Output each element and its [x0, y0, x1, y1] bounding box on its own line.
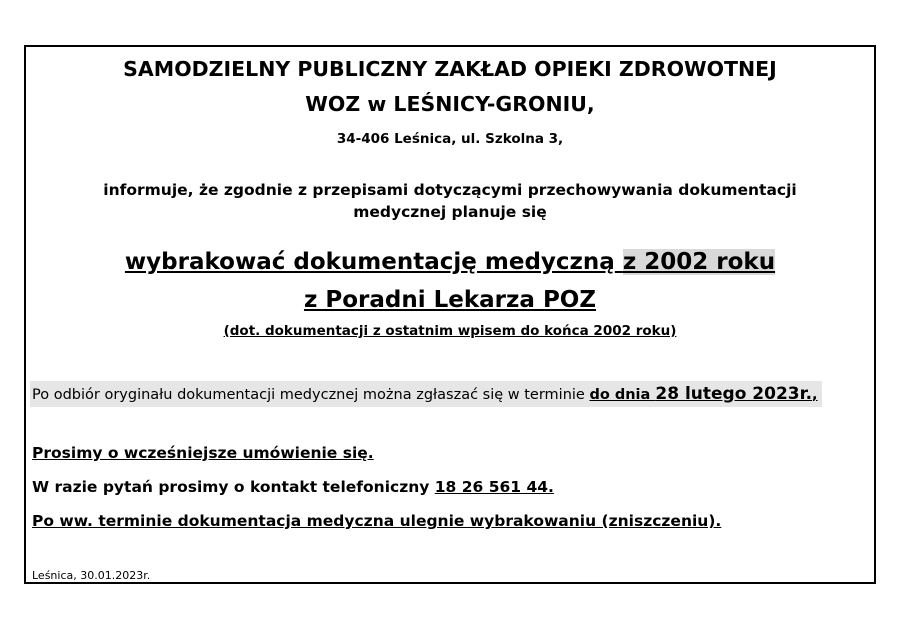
header-unit-name: [26, 92, 874, 116]
header-unit-text: WOZ w LEŚNICY-GRONIU: [305, 92, 587, 116]
intro-line-1: informuje, że zgodnie z przepisami dotyczącymi przechowywania dokumentacji: [103, 181, 797, 199]
pickup-deadline-prefix: do dnia: [589, 387, 656, 403]
pickup-deadline-suffix: ,: [812, 387, 818, 403]
headline-clinic: z Poradni Lekarza POZ: [303, 287, 597, 313]
header-address: 34-406 Leśnica, ul. Szkolna 3,: [336, 131, 564, 147]
headline-line-1: [26, 249, 874, 275]
header-unit-comma: ,: [586, 92, 595, 116]
headline-year-highlight: z 2002 roku: [622, 249, 776, 275]
pickup-text: Po odbiór oryginału dokumentacji medycznej można zgłaszać się w terminie: [32, 387, 590, 403]
disposal-notice: Po ww. terminie dokumentacja medyczna ulegnie wybrakowaniu (zniszczeniu).: [32, 512, 722, 530]
headline-line-2: [26, 287, 874, 313]
headline-note: [26, 323, 874, 339]
contact-notice: [32, 478, 554, 496]
footer-place-date: Leśnica, 30.01.2023r.: [32, 569, 151, 582]
contact-text: W razie pytań prosimy o kontakt telefoniczny: [32, 478, 435, 496]
header-institution-name: SAMODZIELNY PUBLICZNY ZAKŁAD OPIEKI ZDROWOTNEJ: [123, 57, 777, 81]
headline-main-text: wybrakować dokumentację medyczną: [124, 249, 615, 275]
appointment-notice: Prosimy o wcześniejsze umówienie się.: [32, 444, 374, 462]
headline-note-text: (dot. dokumentacji z ostatnim wpisem do końca 2002 roku): [223, 323, 677, 339]
pickup-notice: [30, 381, 822, 407]
pickup-deadline-date: 28 lutego 2023r.: [655, 384, 813, 404]
headline-space: [615, 249, 623, 275]
intro-line-2: medycznej planuje się: [353, 203, 547, 221]
contact-phone: 18 26 561 44.: [434, 478, 554, 496]
notice-frame: [24, 45, 876, 584]
